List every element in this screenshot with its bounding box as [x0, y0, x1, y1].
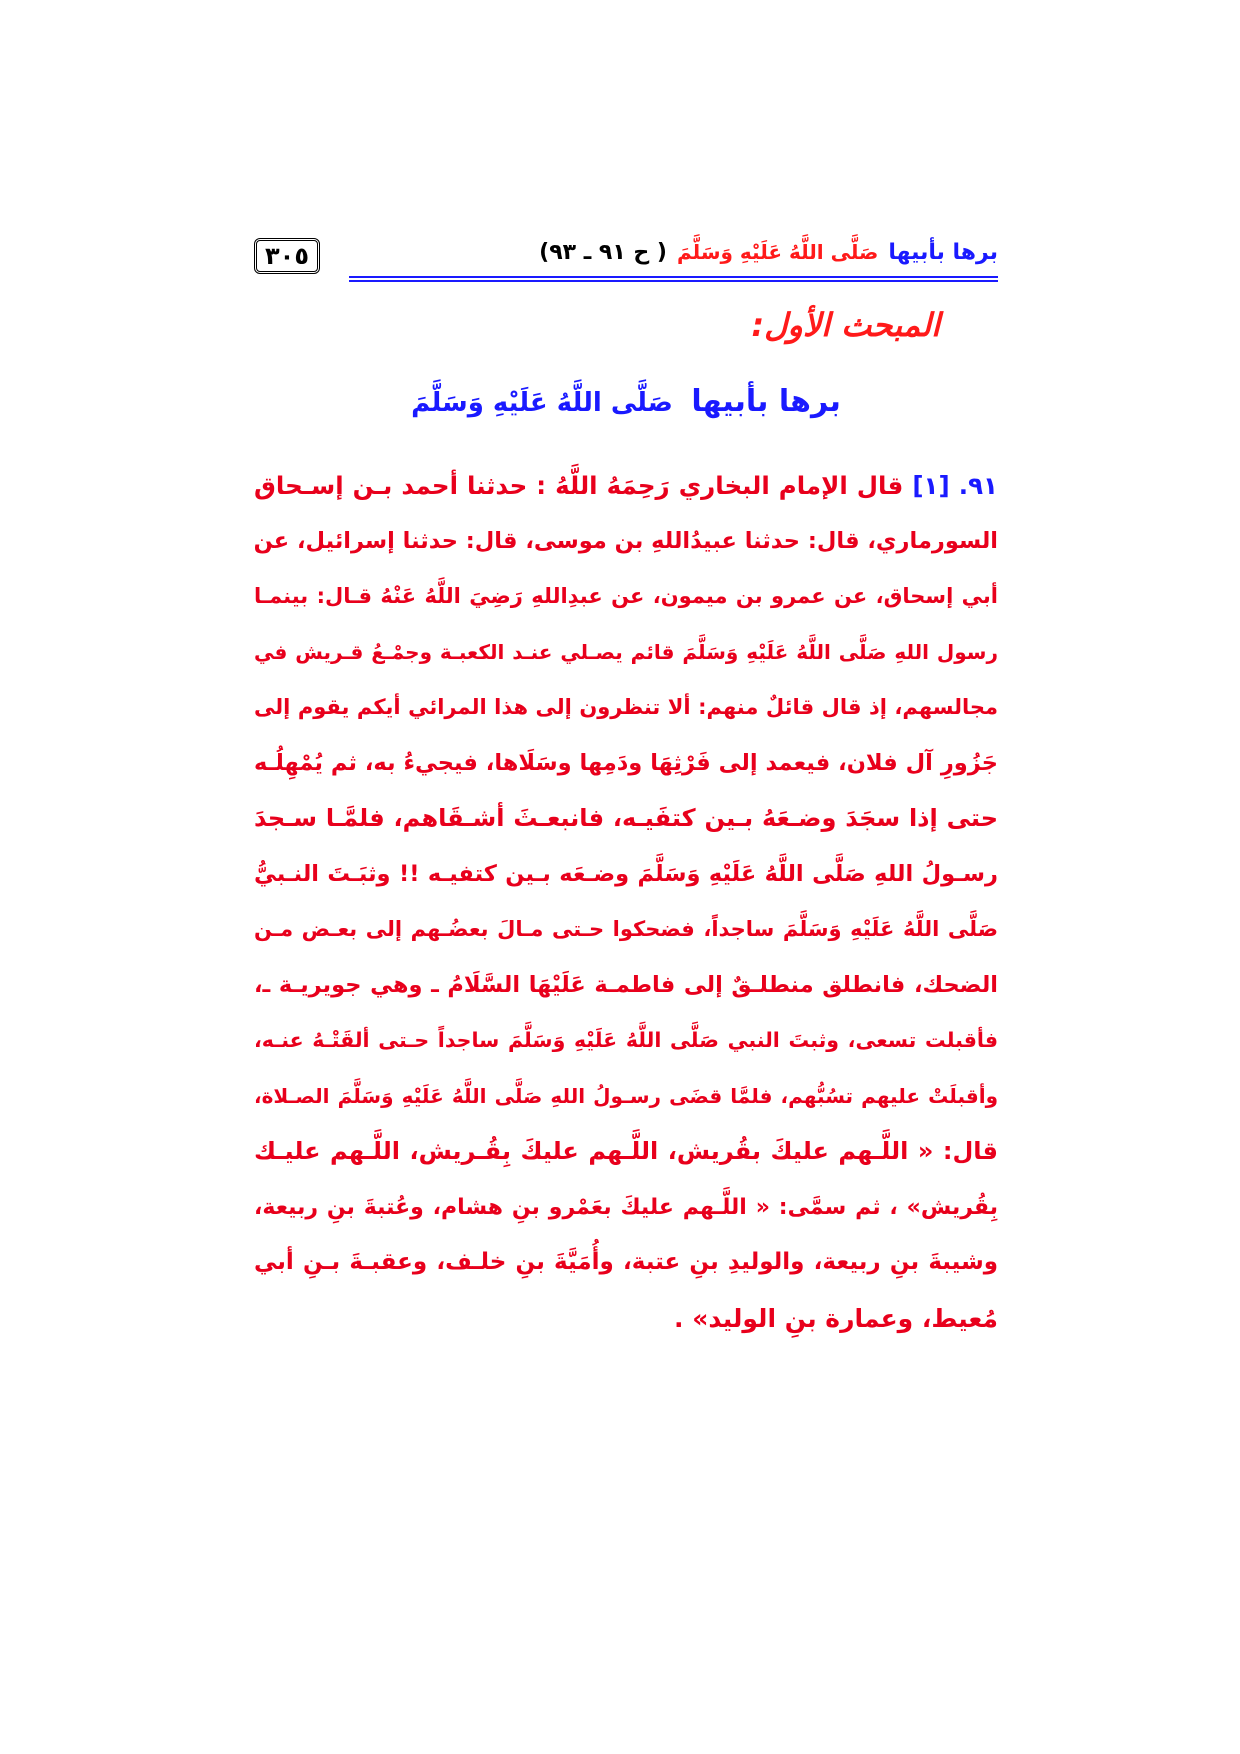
text-line: بِقُريش» ، ثم سمَّى: « اللَّـهم عليكَ بعَمْرو بنِ هشام، وعُتبةَ بنِ ربيعة، — [254, 1194, 998, 1220]
text-line — [254, 458, 998, 514]
text-line: وشيبةَ بنِ ربيعة، والوليدِ بنِ عتبة، وأُمَيَّةَ بنِ خلـف، وعقبـةَ بـنِ أبي — [254, 1249, 998, 1275]
chapter-title-main: برها بأبيها — [691, 384, 841, 419]
text-line: مجالسهم، إذ قال قائلٌ منهم: ألا تنظرون إلى هذا المرائي أيكم يقوم إلى — [254, 695, 998, 719]
chapter-title-honorific: صَلَّى اللَّهُ عَلَيْهِ وَسَلَّمَ — [411, 388, 673, 418]
text-line: وأقبلَتْ عليهم تسُبُّهم، فلمَّا قضَى رسـولُ اللهِ صَلَّى اللَّهُ عَلَيْهِ وَسَلَّمَ الصـلاة، — [254, 1083, 998, 1108]
text-line: حتى إذا سجَدَ وضـعَهُ بـين كتفَيـه، فانبعـثَ أشـقَاهم، فلمَّـا سـجدَ — [254, 804, 998, 832]
header-double-rule — [349, 276, 998, 282]
text-line: قال: « اللَّـهم عليكَ بقُريش، اللَّـهم عليكَ بِقُـريش، اللَّـهم عليـك — [254, 1137, 998, 1165]
text-line: أبي إسحاق، عن عمرو بن ميمون، عن عبدِاللهِ رَضِيَ اللَّهُ عَنْهُ قـال: بينمـا — [254, 584, 998, 608]
header-honorific: صَلَّى اللَّهُ عَلَيْهِ وَسَلَّمَ — [676, 240, 879, 264]
text-line: مُعيط، وعمارة بنِ الوليد» . — [674, 1303, 998, 1333]
text-line: رسول اللهِ صَلَّى اللَّهُ عَلَيْهِ وَسَلَّمَ قائم يصـلي عنـد الكعبـة وجمْـعُ قـريش في — [254, 639, 998, 664]
text-line: فأقبلت تسعى، وثبتَ النبي صَلَّى اللَّهُ عَلَيْهِ وَسَلَّمَ ساجداً حـتى ألقَتْـهُ عنـه، — [254, 1028, 998, 1052]
header-hadith-range: ( ح ٩١ ـ ٩٣) — [539, 240, 667, 265]
running-header — [254, 238, 998, 282]
page-number: ٣٠٥ — [254, 238, 320, 274]
text-line: السورماري، قال: حدثنا عبيدُاللهِ بن موسى، قال: حدثنا إسرائيل، عن — [254, 527, 998, 554]
header-title: برها بأبيها — [888, 240, 998, 265]
text-line: جَزُورِ آل فلان، فيعمد إلى فَرْثِهَا ودَمِها وسَلَاها، فيجيءُ به، ثم يُمْهِلُـه — [254, 749, 998, 776]
hadith-number: ٩١. [١] — [912, 471, 998, 500]
text-line: رسـولُ اللهِ صَلَّى اللَّهُ عَلَيْهِ وَسَلَّمَ وضـعَه بـين كتفيـه !! وثبَـتَ النـبيُّ — [254, 860, 998, 887]
text-line: صَلَّى اللَّهُ عَلَيْهِ وَسَلَّمَ ساجداً، فضحكوا حـتى مـالَ بعضُـهم إلى بعـض مـن — [254, 917, 998, 941]
hadith-body — [254, 458, 998, 1346]
section-heading: المبحث الأول: — [751, 306, 940, 344]
header-text — [539, 240, 998, 265]
chapter-title — [254, 384, 998, 419]
text-line: الضحك، فانطلق منطلـقٌ إلى فاطمـة عَلَيْهَا السَّلَامُ ـ وهي جويريـة ـ، — [254, 971, 998, 998]
text-line-content: قال الإمام البخاري رَحِمَهُ اللَّهُ : حدثنا أحمد بـن إسـحاق — [254, 471, 913, 500]
